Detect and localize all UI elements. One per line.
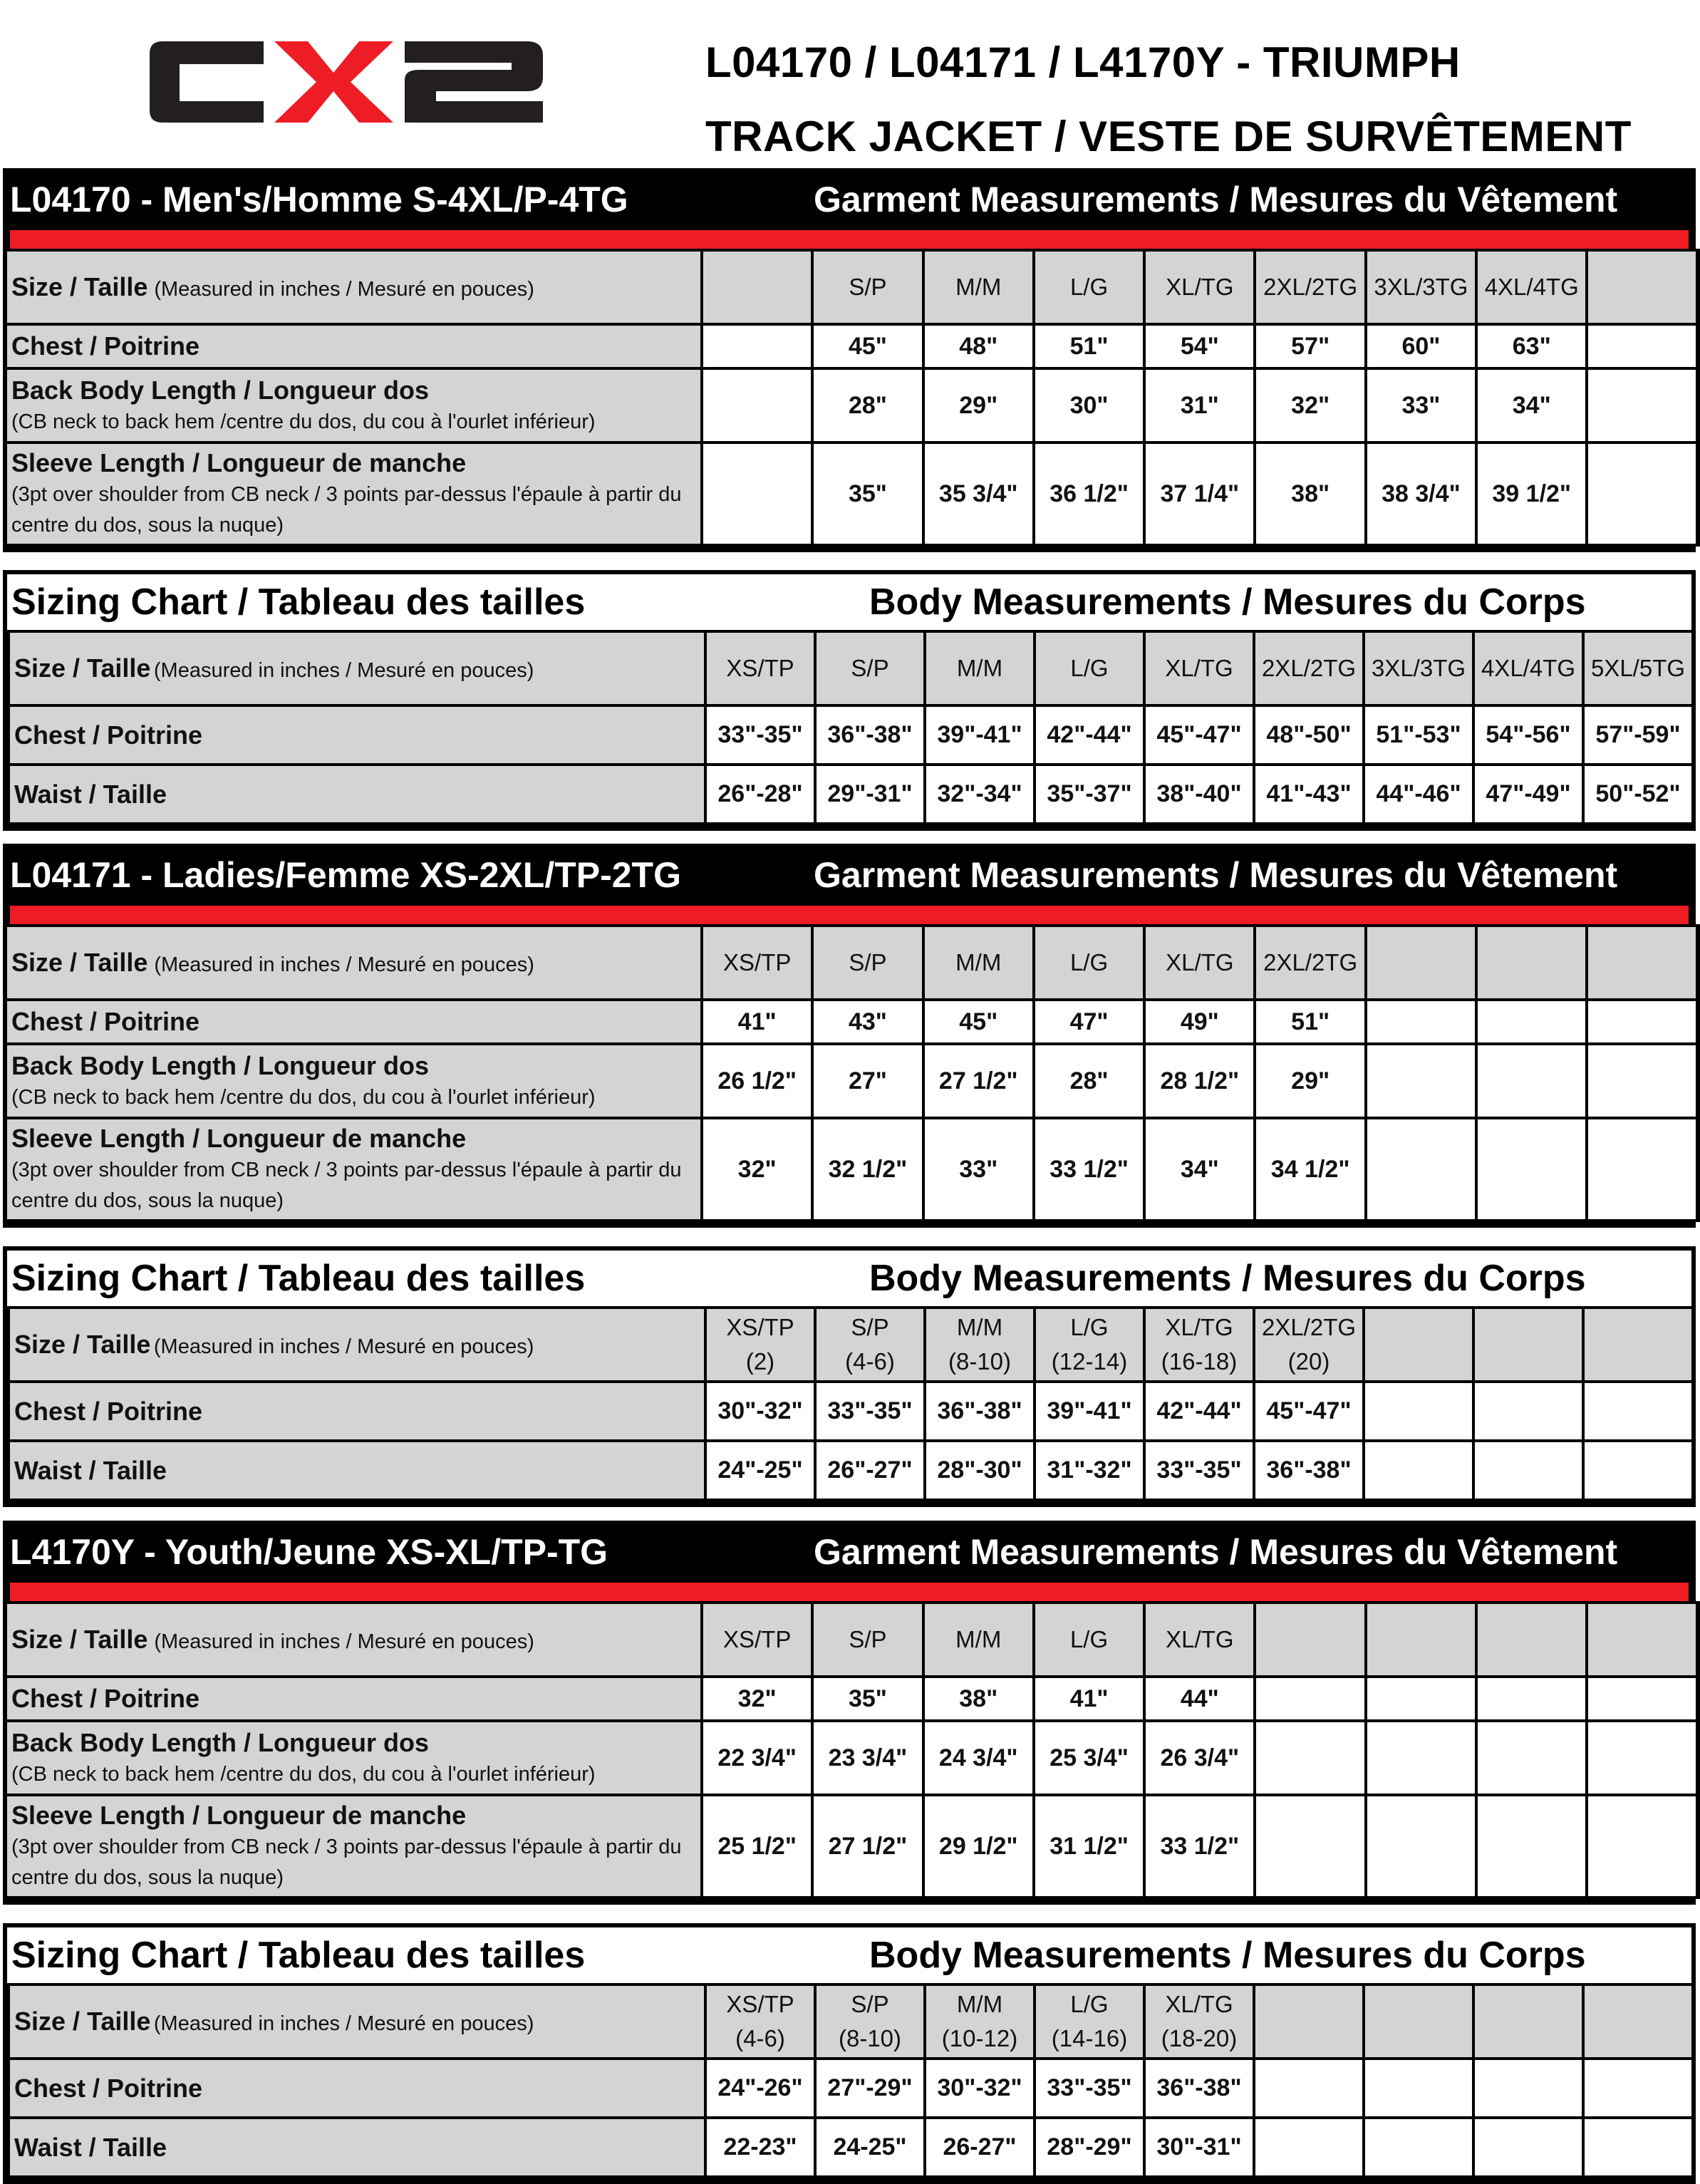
value-cell: 29"-31"	[815, 765, 925, 824]
chest-label-cell: Chest / Poitrine	[5, 324, 702, 368]
size-cell: S/P (8-10)	[815, 1984, 925, 2059]
value-cell	[702, 443, 812, 545]
table-row	[5, 443, 1698, 545]
value-cell: 57"-59"	[1583, 705, 1693, 765]
value-cell	[1587, 1721, 1697, 1795]
men-garment-table	[3, 249, 1700, 547]
value-cell: 31"	[1144, 368, 1255, 443]
value-cell: 47"	[1034, 1000, 1144, 1044]
size-cell: 3XL/3TG	[1364, 631, 1473, 705]
size-cell: L/G (14-16)	[1035, 1984, 1144, 2059]
table-row	[5, 368, 1698, 443]
value-cell: 51"	[1255, 1000, 1365, 1044]
size-cell: 2XL/2TG	[1255, 250, 1365, 324]
waist-label-cell: Waist / Taille	[9, 765, 705, 824]
value-cell: 33 1/2"	[1034, 1118, 1144, 1221]
page-header	[0, 0, 1700, 167]
men-garment-band	[3, 168, 1696, 230]
size-cell: XL/TG	[1144, 631, 1254, 705]
youth-body-table	[7, 1983, 1694, 2178]
value-cell	[702, 324, 812, 368]
table-row	[5, 1795, 1698, 1898]
value-cell: 45"-47"	[1254, 1382, 1364, 1441]
table-row	[5, 324, 1698, 368]
value-cell	[702, 368, 812, 443]
value-cell	[1364, 2118, 1473, 2177]
value-cell	[1366, 1721, 1476, 1795]
size-cell: L/G	[1035, 631, 1144, 705]
value-cell: 35"	[812, 443, 923, 545]
size-label-cell: Size / Taille (Measured in inches / Mesuré en pouces)	[5, 250, 702, 324]
size-cell: XL/TG	[1144, 250, 1255, 324]
value-cell	[1364, 2059, 1473, 2118]
size-cell: S/P	[815, 631, 925, 705]
value-cell	[1366, 1118, 1476, 1221]
value-cell: 33"-35"	[1035, 2059, 1144, 2118]
value-cell: 30"	[1034, 368, 1144, 443]
youth-garment-section	[3, 1521, 1696, 1905]
value-cell: 38"	[923, 1677, 1034, 1721]
table-row	[5, 1118, 1698, 1221]
value-cell: 57"	[1255, 324, 1365, 368]
size-cell: XS/TP	[702, 1603, 812, 1677]
value-cell: 33"	[923, 1118, 1034, 1221]
value-cell	[1583, 1441, 1693, 1500]
value-cell: 32"	[702, 1118, 812, 1221]
value-cell: 27 1/2"	[923, 1044, 1034, 1118]
table-row	[9, 1308, 1693, 1382]
value-cell: 29 1/2"	[923, 1795, 1034, 1898]
value-cell: 34"	[1144, 1118, 1255, 1221]
value-cell: 35"-37"	[1035, 765, 1144, 824]
value-cell	[1255, 1721, 1365, 1795]
chest-label-cell: Chest / Poitrine	[5, 1000, 702, 1044]
value-cell: 33"-35"	[815, 1382, 925, 1441]
value-cell: 42"-44"	[1035, 705, 1144, 765]
size-cell: L/G (12-14)	[1035, 1308, 1144, 1382]
value-cell	[1476, 1000, 1587, 1044]
value-cell: 27 1/2"	[812, 1795, 923, 1898]
value-cell	[1366, 1677, 1476, 1721]
waist-label-cell: Waist / Taille	[9, 1441, 705, 1500]
table-row	[5, 1677, 1698, 1721]
body-heading: Body Measurements / Mesures du Corps	[869, 1258, 1586, 1299]
value-cell	[1587, 1118, 1697, 1221]
value-cell: 31 1/2"	[1034, 1795, 1144, 1898]
size-cell	[1587, 250, 1697, 324]
size-cell	[1364, 1308, 1473, 1382]
size-cell: S/P	[812, 926, 923, 1000]
value-cell: 51"	[1034, 324, 1144, 368]
size-cell: XS/TP (4-6)	[705, 1984, 815, 2059]
size-cell: S/P	[812, 250, 923, 324]
value-cell: 38 3/4"	[1366, 443, 1476, 545]
ladies-body-section	[3, 1246, 1696, 1507]
value-cell: 36 1/2"	[1034, 443, 1144, 545]
chest-label-cell: Chest / Poitrine	[9, 1382, 705, 1441]
size-cell: M/M	[923, 1603, 1034, 1677]
value-cell	[1476, 1721, 1587, 1795]
value-cell: 24"-25"	[705, 1441, 815, 1500]
value-cell: 28"	[812, 368, 923, 443]
size-cell: XS/TP (2)	[705, 1308, 815, 1382]
value-cell: 27"	[812, 1044, 923, 1118]
value-cell: 34 1/2"	[1255, 1118, 1365, 1221]
size-cell: M/M	[923, 926, 1034, 1000]
size-label-cell: Size / Taille (Measured in inches / Mesuré en pouces)	[9, 631, 705, 705]
section-bottom-rule	[3, 1222, 1696, 1228]
table-row	[9, 705, 1693, 765]
sleeve-length-label-cell: Sleeve Length / Longueur de manche (3pt over shoulder from CB neck / 3 points par-dessus l'épaule à partir du centre du dos, sous la nuque)	[5, 1118, 702, 1221]
size-label-cell: Size / Taille (Measured in inches / Mesuré en pouces)	[9, 1308, 705, 1382]
value-cell: 26 3/4"	[1144, 1721, 1255, 1795]
size-cell	[1476, 926, 1587, 1000]
value-cell: 35 3/4"	[923, 443, 1034, 545]
value-cell	[1364, 1382, 1473, 1441]
value-cell: 22-23"	[705, 2118, 815, 2177]
section-bottom-rule	[3, 1501, 1696, 1507]
size-cell	[1583, 1308, 1693, 1382]
value-cell: 28 1/2"	[1144, 1044, 1255, 1118]
size-cell: XS/TP	[705, 631, 815, 705]
value-cell: 41"-43"	[1254, 765, 1364, 824]
section-bottom-rule	[3, 825, 1696, 831]
value-cell: 47"-49"	[1473, 765, 1583, 824]
size-cell: XL/TG (16-18)	[1144, 1308, 1254, 1382]
table-row	[5, 1000, 1698, 1044]
youth-body-band	[7, 1927, 1691, 1983]
size-cell: XS/TP	[702, 926, 812, 1000]
value-cell: 36"-38"	[1254, 1441, 1364, 1500]
value-cell: 33"-35"	[1144, 1441, 1254, 1500]
value-cell	[1587, 443, 1697, 545]
value-cell: 32"	[1255, 368, 1365, 443]
value-cell: 54"-56"	[1473, 705, 1583, 765]
size-cell: 2XL/2TG	[1255, 926, 1365, 1000]
value-cell: 48"-50"	[1254, 705, 1364, 765]
value-cell	[1366, 1000, 1476, 1044]
value-cell: 24 3/4"	[923, 1721, 1034, 1795]
value-cell: 60"	[1366, 324, 1476, 368]
size-cell	[1473, 1308, 1583, 1382]
size-cell	[1587, 926, 1697, 1000]
size-cell: M/M	[923, 250, 1034, 324]
back-length-label-cell: Back Body Length / Longueur dos (CB neck to back hem /centre du dos, du cou à l'ourlet inférieur)	[5, 368, 702, 443]
section-bottom-rule	[3, 2178, 1696, 2184]
ladies-body-band	[7, 1251, 1691, 1306]
value-cell: 25 1/2"	[702, 1795, 812, 1898]
value-cell: 50"-52"	[1583, 765, 1693, 824]
document-title	[705, 26, 1689, 174]
value-cell	[1476, 1044, 1587, 1118]
size-cell: L/G	[1034, 926, 1144, 1000]
size-cell: 4XL/4TG	[1476, 250, 1587, 324]
size-cell: 5XL/5TG	[1583, 631, 1693, 705]
ladies-garment-section	[3, 844, 1696, 1228]
size-cell: XL/TG	[1144, 1603, 1255, 1677]
value-cell: 51"-53"	[1364, 705, 1473, 765]
value-cell: 49"	[1144, 1000, 1255, 1044]
size-cell	[1364, 1984, 1473, 2059]
table-row	[5, 1044, 1698, 1118]
size-cell: 4XL/4TG	[1473, 631, 1583, 705]
size-cell: 2XL/2TG	[1254, 631, 1364, 705]
value-cell: 30"-32"	[925, 2059, 1035, 2118]
value-cell	[1473, 1382, 1583, 1441]
value-cell: 32 1/2"	[812, 1118, 923, 1221]
cx2-logo	[142, 36, 549, 128]
value-cell: 28"	[1034, 1044, 1144, 1118]
value-cell: 36"-38"	[1144, 2059, 1254, 2118]
sleeve-length-label-cell: Sleeve Length / Longueur de manche (3pt over shoulder from CB neck / 3 points par-dessus l'épaule à partir du centre du dos, sous la nuque)	[5, 1795, 702, 1898]
value-cell: 44"	[1144, 1677, 1255, 1721]
value-cell: 30"-31"	[1144, 2118, 1254, 2177]
value-cell: 26"-28"	[705, 765, 815, 824]
body-heading: Body Measurements / Mesures du Corps	[869, 581, 1586, 623]
value-cell	[1587, 1044, 1697, 1118]
table-row	[9, 1441, 1693, 1500]
sizing-chart-heading: Sizing Chart / Tableau des tailles	[11, 581, 586, 623]
back-length-label-cell: Back Body Length / Longueur dos (CB neck to back hem /centre du dos, du cou à l'ourlet inférieur)	[5, 1044, 702, 1118]
size-cell: L/G	[1034, 250, 1144, 324]
sizing-chart-heading: Sizing Chart / Tableau des tailles	[11, 1258, 586, 1299]
value-cell: 23 3/4"	[812, 1721, 923, 1795]
value-cell: 37 1/4"	[1144, 443, 1255, 545]
value-cell	[1366, 1044, 1476, 1118]
value-cell: 38"	[1255, 443, 1365, 545]
men-body-band	[7, 574, 1691, 630]
chest-label-cell: Chest / Poitrine	[9, 705, 705, 765]
red-divider	[3, 230, 1696, 249]
value-cell	[1583, 1382, 1693, 1441]
value-cell	[1583, 2059, 1693, 2118]
section-bottom-rule	[3, 547, 1696, 552]
sizing-chart-heading: Sizing Chart / Tableau des tailles	[11, 1935, 586, 1976]
value-cell	[1476, 1677, 1587, 1721]
size-cell: M/M (8-10)	[925, 1308, 1035, 1382]
value-cell	[1587, 1795, 1697, 1898]
value-cell: 25 3/4"	[1034, 1721, 1144, 1795]
garment-heading: Garment Measurements / Mesures du Vêtement	[814, 179, 1618, 219]
value-cell	[1254, 2059, 1364, 2118]
value-cell: 24-25"	[815, 2118, 925, 2177]
value-cell	[1587, 1000, 1697, 1044]
section-bottom-rule	[3, 1899, 1696, 1905]
value-cell: 45"	[923, 1000, 1034, 1044]
value-cell: 28"-30"	[925, 1441, 1035, 1500]
size-cell	[1254, 1984, 1364, 2059]
value-cell	[1583, 2118, 1693, 2177]
size-cell	[1366, 926, 1476, 1000]
table-row	[9, 765, 1693, 824]
back-length-label-cell: Back Body Length / Longueur dos (CB neck to back hem /centre du dos, du cou à l'ourlet inférieur)	[5, 1721, 702, 1795]
value-cell	[1255, 1795, 1365, 1898]
value-cell: 26"-27"	[815, 1441, 925, 1500]
value-cell: 43"	[812, 1000, 923, 1044]
youth-section-title: L4170Y - Youth/Jeune XS-XL/TP-TG	[10, 1531, 608, 1572]
value-cell: 31"-32"	[1035, 1441, 1144, 1500]
table-row	[9, 2059, 1693, 2118]
value-cell	[1255, 1677, 1365, 1721]
title-line-2: TRACK JACKET / VESTE DE SURVÊTEMENT	[705, 113, 1632, 160]
size-label-cell: Size / Taille (Measured in inches / Mesuré en pouces)	[9, 1984, 705, 2059]
value-cell: 33 1/2"	[1144, 1795, 1255, 1898]
size-cell: S/P	[812, 1603, 923, 1677]
value-cell: 39"-41"	[925, 705, 1035, 765]
waist-label-cell: Waist / Taille	[9, 2118, 705, 2177]
garment-heading: Garment Measurements / Mesures du Vêtement	[814, 1531, 1618, 1572]
value-cell	[1473, 1441, 1583, 1500]
table-row	[9, 2118, 1693, 2177]
value-cell	[1366, 1795, 1476, 1898]
size-cell	[1587, 1603, 1697, 1677]
value-cell	[1587, 1677, 1697, 1721]
value-cell: 42"-44"	[1144, 1382, 1254, 1441]
value-cell: 36"-38"	[925, 1382, 1035, 1441]
value-cell: 39"-41"	[1035, 1382, 1144, 1441]
men-garment-section	[3, 168, 1696, 552]
value-cell: 45"-47"	[1144, 705, 1254, 765]
value-cell: 32"	[702, 1677, 812, 1721]
value-cell: 44"-46"	[1364, 765, 1473, 824]
body-heading: Body Measurements / Mesures du Corps	[869, 1935, 1586, 1976]
size-cell: M/M	[925, 631, 1035, 705]
value-cell	[1473, 2118, 1583, 2177]
value-cell: 36"-38"	[815, 705, 925, 765]
youth-garment-band	[3, 1521, 1696, 1583]
ladies-body-table	[7, 1306, 1694, 1501]
value-cell	[1476, 1118, 1587, 1221]
size-cell	[1366, 1603, 1476, 1677]
men-section-title: L04170 - Men's/Homme S-4XL/P-4TG	[10, 179, 628, 219]
value-cell: 28"-29"	[1035, 2118, 1144, 2177]
value-cell: 48"	[923, 324, 1034, 368]
garment-heading: Garment Measurements / Mesures du Vêtement	[814, 854, 1618, 895]
value-cell	[1587, 324, 1697, 368]
chest-label-cell: Chest / Poitrine	[9, 2059, 705, 2118]
value-cell: 29"	[923, 368, 1034, 443]
table-row	[9, 1984, 1693, 2059]
size-cell	[1583, 1984, 1693, 2059]
table-row	[9, 1382, 1693, 1441]
title-line-1: L04170 / L04171 / L4170Y - TRIUMPH	[705, 38, 1461, 86]
size-cell: S/P (4-6)	[815, 1308, 925, 1382]
youth-body-section	[3, 1923, 1696, 2184]
value-cell: 33"	[1366, 368, 1476, 443]
ladies-garment-table	[3, 924, 1700, 1222]
value-cell	[1587, 368, 1697, 443]
value-cell: 41"	[1034, 1677, 1144, 1721]
size-cell: 3XL/3TG	[1366, 250, 1476, 324]
value-cell	[1473, 2059, 1583, 2118]
size-cell	[702, 250, 812, 324]
value-cell: 45"	[812, 324, 923, 368]
value-cell: 54"	[1144, 324, 1255, 368]
table-row	[5, 1603, 1698, 1677]
value-cell: 34"	[1476, 368, 1587, 443]
size-label-cell: Size / Taille (Measured in inches / Mesuré en pouces)	[5, 926, 702, 1000]
value-cell	[1254, 2118, 1364, 2177]
ladies-section-title: L04171 - Ladies/Femme XS-2XL/TP-2TG	[10, 854, 681, 895]
table-row	[5, 250, 1698, 324]
table-row	[5, 926, 1698, 1000]
size-cell: XL/TG	[1144, 926, 1255, 1000]
size-cell	[1476, 1603, 1587, 1677]
ladies-garment-band	[3, 844, 1696, 906]
value-cell: 26-27"	[925, 2118, 1035, 2177]
sleeve-length-label-cell: Sleeve Length / Longueur de manche (3pt over shoulder from CB neck / 3 points par-dessus l'épaule à partir du centre du dos, sous la nuque)	[5, 443, 702, 545]
value-cell: 39 1/2"	[1476, 443, 1587, 545]
table-row	[9, 631, 1693, 705]
value-cell: 26 1/2"	[702, 1044, 812, 1118]
size-cell	[1473, 1984, 1583, 2059]
size-cell: M/M (10-12)	[925, 1984, 1035, 2059]
red-divider	[3, 1583, 1696, 1601]
red-divider	[3, 906, 1696, 924]
men-body-section	[3, 570, 1696, 831]
value-cell: 32"-34"	[925, 765, 1035, 824]
value-cell: 29"	[1255, 1044, 1365, 1118]
youth-garment-table	[3, 1601, 1700, 1899]
value-cell: 30"-32"	[705, 1382, 815, 1441]
men-body-table	[7, 630, 1694, 825]
size-label-cell: Size / Taille (Measured in inches / Mesuré en pouces)	[5, 1603, 702, 1677]
value-cell: 38"-40"	[1144, 765, 1254, 824]
table-row	[5, 1721, 1698, 1795]
value-cell	[1476, 1795, 1587, 1898]
value-cell: 33"-35"	[705, 705, 815, 765]
value-cell: 22 3/4"	[702, 1721, 812, 1795]
value-cell: 63"	[1476, 324, 1587, 368]
size-cell: 2XL/2TG (20)	[1254, 1308, 1364, 1382]
value-cell: 35"	[812, 1677, 923, 1721]
size-cell: L/G	[1034, 1603, 1144, 1677]
value-cell: 24"-26"	[705, 2059, 815, 2118]
value-cell	[1364, 1441, 1473, 1500]
chest-label-cell: Chest / Poitrine	[5, 1677, 702, 1721]
value-cell: 41"	[702, 1000, 812, 1044]
size-cell: XL/TG (18-20)	[1144, 1984, 1254, 2059]
value-cell: 27"-29"	[815, 2059, 925, 2118]
size-cell	[1255, 1603, 1365, 1677]
